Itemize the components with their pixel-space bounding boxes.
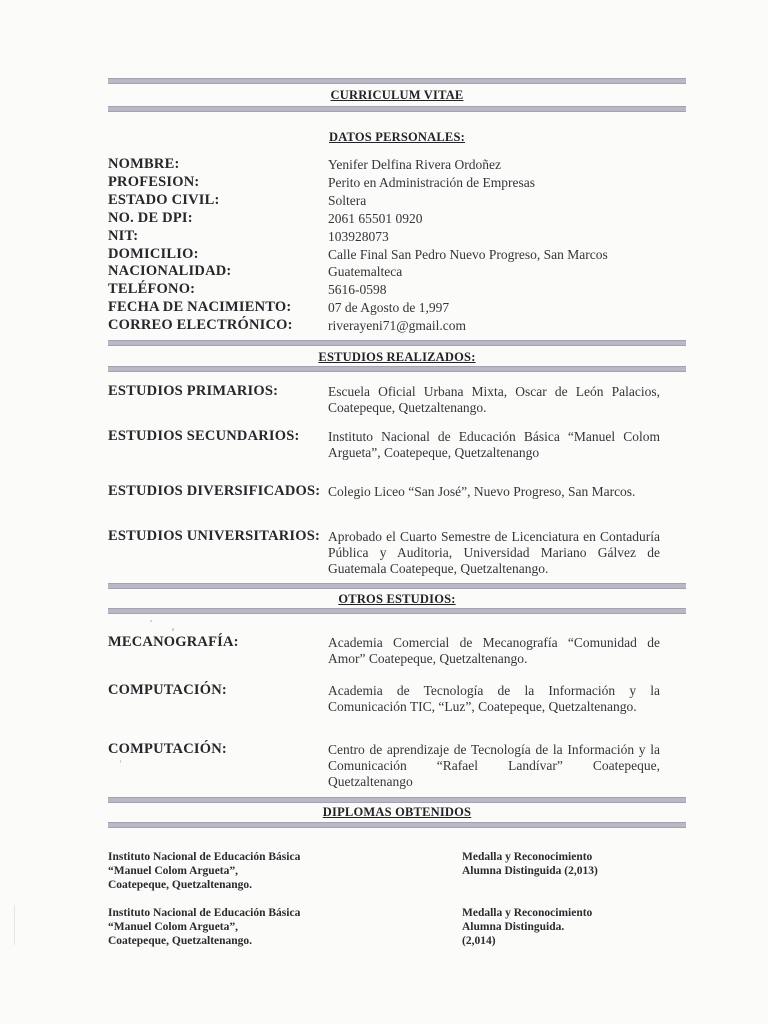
diploma-institution-line: Coatepeque, Quetzaltenango. <box>108 935 253 947</box>
divider-bar <box>108 366 686 372</box>
value-nationality: Guatemalteca <box>328 264 403 279</box>
label-nationality: NACIONALIDAD: <box>108 263 232 279</box>
diploma-institution-line: Coatepeque, Quetzaltenango. <box>108 879 253 891</box>
label-profession: PROFESION: <box>108 174 200 190</box>
divider-bar <box>108 340 686 346</box>
value-birth-date: 07 de Agosto de 1,997 <box>328 300 450 315</box>
diploma-institution-line: Instituto Nacional de Educación Básica <box>108 907 301 919</box>
value-computing-1: Academia de Tecnología de la Información y la Comunicación TIC, “Luz”, Coatepeque, Quetzaltenango. <box>328 683 660 714</box>
value-computing-2: Centro de aprendizaje de Tecnología de la Información y la Comunicación “Rafael Landívar” Coatepeque, Quetzaltenango <box>328 742 660 789</box>
label-computing-1: COMPUTACIÓN: <box>108 682 227 698</box>
diploma-award-line: Medalla y Reconocimiento <box>462 851 593 863</box>
label-address: DOMICILIO: <box>108 246 199 262</box>
value-dpi: 2061 65501 0920 <box>328 211 423 226</box>
diploma-institution-line: Instituto Nacional de Educación Básica <box>108 851 301 863</box>
label-civil-status: ESTADO CIVIL: <box>108 192 220 208</box>
scan-speck <box>172 628 174 631</box>
label-phone: TELÉFONO: <box>108 281 196 297</box>
label-nit: NIT: <box>108 228 139 244</box>
divider-bar <box>108 583 686 589</box>
page-title: CURRICULUM VITAE <box>330 88 464 102</box>
value-name: Yenifer Delfina Rivera Ordoñez <box>328 157 501 172</box>
diploma-institution <box>108 850 398 892</box>
value-typing: Academia Comercial de Mecanografía “Comunidad de Amor” Coatepeque, Quetzaltenango. <box>328 635 660 666</box>
section-heading-studies: ESTUDIOS REALIZADOS: <box>318 350 476 364</box>
value-address: Calle Final San Pedro Nuevo Progreso, San Marcos <box>328 247 608 262</box>
value-university-studies: Aprobado el Cuarto Semestre de Licenciatura en Contaduría Pública y Auditoria, Universidad Mariano Gálvez de Guatemala Coatepeque, Quetzaltenango. <box>328 529 660 576</box>
diploma-award-line: Medalla y Reconocimiento <box>462 907 593 919</box>
scan-speck <box>150 620 152 622</box>
section-heading-diplomas: DIPLOMAS OBTENIDOS <box>322 805 472 819</box>
value-diversified-studies: Colegio Liceo “San José”, Nuevo Progreso, San Marcos. <box>328 484 636 499</box>
label-secondary-studies: ESTUDIOS SECUNDARIOS: <box>108 428 300 444</box>
value-primary-studies: Escuela Oficial Urbana Mixta, Oscar de León Palacios, Coatepeque, Quetzaltenango. <box>328 384 660 415</box>
scan-speck <box>120 760 121 763</box>
label-computing-2: COMPUTACIÓN: <box>108 741 227 757</box>
diploma-award-line: Alumna Distinguida (2,013) <box>462 865 598 877</box>
scan-speck <box>14 905 15 945</box>
diploma-award <box>462 906 672 948</box>
label-primary-studies: ESTUDIOS PRIMARIOS: <box>108 383 279 399</box>
divider-bar <box>108 797 686 803</box>
section-heading-personal: DATOS PERSONALES: <box>329 130 465 144</box>
value-phone: 5616-0598 <box>328 282 387 297</box>
label-birth-date: FECHA DE NACIMIENTO: <box>108 299 292 315</box>
diploma-award <box>462 850 672 878</box>
diploma-award-line: (2,014) <box>462 935 496 947</box>
value-civil-status: Soltera <box>328 193 367 208</box>
label-dpi: NO. DE DPI: <box>108 210 193 226</box>
diploma-institution <box>108 906 398 948</box>
label-university-studies: ESTUDIOS UNIVERSITARIOS: <box>108 528 321 544</box>
divider-bar <box>108 78 686 84</box>
divider-bar <box>108 822 686 828</box>
diploma-award-line: Alumna Distinguida. <box>462 921 565 933</box>
value-profession: Perito en Administración de Empresas <box>328 175 535 190</box>
section-heading-other-studies: OTROS ESTUDIOS: <box>338 592 456 606</box>
label-name: NOMBRE: <box>108 156 180 172</box>
label-typing: MECANOGRAFÍA: <box>108 634 239 650</box>
divider-bar <box>108 106 686 112</box>
value-nit: 103928073 <box>328 229 389 244</box>
diploma-institution-line: “Manuel Colom Argueta”, <box>108 865 239 877</box>
divider-bar <box>108 608 686 614</box>
label-diversified-studies: ESTUDIOS DIVERSIFICADOS: <box>108 483 321 499</box>
diploma-institution-line: “Manuel Colom Argueta”, <box>108 921 239 933</box>
value-secondary-studies: Instituto Nacional de Educación Básica “Manuel Colom Argueta”, Coatepeque, Quetzaltenango <box>328 429 660 460</box>
label-email: CORREO ELECTRÓNICO: <box>108 317 293 333</box>
value-email: riverayeni71@gmail.com <box>328 318 467 333</box>
